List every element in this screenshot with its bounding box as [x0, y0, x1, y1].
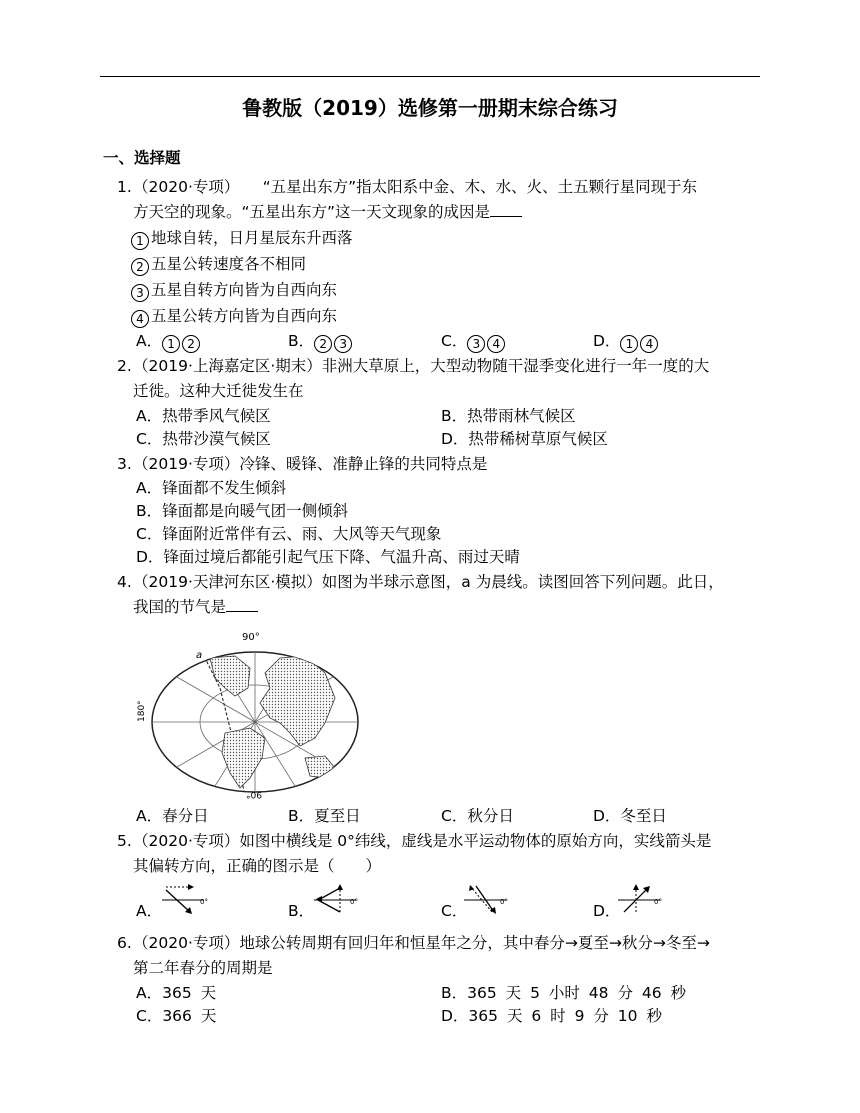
option-d[interactable]: D．锋面过境后都能引起气压下降、气温升高、雨过天晴: [136, 548, 520, 566]
map-label-top: 90°: [242, 632, 260, 643]
question-text: 其偏转方向，正确的图示是（ ）: [133, 857, 382, 875]
question-number: 2.: [117, 357, 132, 375]
option-b[interactable]: B．夏至日: [288, 807, 361, 825]
question-number: 5.: [117, 832, 132, 850]
map-label-left: 180°: [137, 700, 147, 722]
deflection-diagram-a: [160, 882, 212, 916]
option-b[interactable]: B．: [288, 902, 315, 920]
option-a[interactable]: A．热带季风气候区: [136, 407, 271, 425]
page-title: 鲁教版（2019）选修第一册期末综合练习: [242, 96, 618, 120]
option-a[interactable]: A．春分日: [136, 807, 209, 825]
question-number: 3.: [117, 455, 132, 473]
deflection-diagram-c: [462, 882, 514, 916]
option-d[interactable]: D．365 天 6 时 9 分 10 秒: [441, 1007, 662, 1025]
lat-label: 0°: [200, 898, 208, 906]
statement-item: 1 地球自转，日月星辰东升西落: [131, 227, 353, 250]
question-text: （2019·天津河东区·模拟）如图为半球示意图，a 为晨线。读图回答下列问题。此日，: [133, 573, 724, 591]
lat-label: 0°: [500, 898, 508, 906]
lat-label: 0°: [350, 898, 358, 906]
option-c[interactable]: C．锋面附近常伴有云、雨、大风等天气现象: [136, 525, 442, 543]
option-b[interactable]: B．锋面都是向暖气团一侧倾斜: [136, 502, 349, 520]
statement-item: 4 五星公转方向皆为自西向东: [131, 305, 337, 328]
hemisphere-map: [130, 628, 370, 800]
option-c[interactable]: C．秋分日: [441, 807, 514, 825]
top-rule: [100, 76, 760, 77]
option-d[interactable]: D．冬至日: [593, 807, 667, 825]
question-number: 1.: [117, 178, 132, 196]
answer-blank[interactable]: [226, 597, 258, 612]
question-text: （2020·专项） “五星出东方”指太阳系中金、木、水、火、土五颗行星同现于东: [133, 178, 698, 196]
option-c[interactable]: C．热带沙漠气候区: [136, 430, 271, 448]
option-c[interactable]: C．366 天: [136, 1007, 217, 1025]
question-number: 6.: [117, 934, 132, 952]
answer-blank[interactable]: [490, 202, 522, 217]
question-number: 4.: [117, 573, 132, 591]
option-a[interactable]: A．: [136, 902, 163, 920]
option-b[interactable]: B．365 天 5 小时 48 分 46 秒: [441, 984, 687, 1002]
option-b[interactable]: B．热带雨林气候区: [441, 407, 576, 425]
option-b[interactable]: B． 2 3: [288, 330, 354, 353]
question-text: 第二年春分的周期是: [133, 959, 273, 977]
question-text: （2020·专项）如图中横线是 0°纬线，虚线是水平运动物体的原始方向，实线箭头是: [133, 832, 712, 850]
question-text: （2020·专项）地球公转周期有回归年和恒星年之分，其中春分→夏至→秋分→冬至→: [133, 934, 710, 952]
lat-label: 0°: [654, 898, 662, 906]
option-a[interactable]: A． 1 2: [136, 330, 202, 353]
option-a[interactable]: A．365 天: [136, 984, 217, 1002]
statement-item: 2 五星公转速度各不相同: [131, 253, 306, 276]
option-d[interactable]: D．热带稀树草原气候区: [441, 430, 608, 448]
map-label-dawn-line: a: [196, 650, 203, 661]
question-text: （2019·专项）冷锋、暖锋、准静止锋的共同特点是: [133, 455, 488, 473]
option-c[interactable]: C． 3 4: [441, 330, 507, 353]
map-label-bottom: 90°: [246, 789, 262, 799]
question-text: （2019·上海嘉定区·期末）非洲大草原上，大型动物随干湿季变化进行一年一度的大: [133, 357, 710, 375]
deflection-diagram-b: [312, 882, 364, 916]
section-heading: 一、选择题: [103, 149, 181, 167]
question-text: 迁徙。这种大迁徙发生在: [133, 382, 304, 400]
statement-item: 3 五星自转方向皆为自西向东: [131, 279, 337, 302]
question-text: 方天空的现象。“五星出东方”这一天文现象的成因是: [133, 201, 522, 223]
question-text: 我国的节气是: [133, 596, 258, 618]
option-c[interactable]: C．: [441, 902, 468, 920]
option-d[interactable]: D． 1 4: [593, 330, 660, 353]
option-d[interactable]: D．: [593, 902, 621, 920]
deflection-diagram-d: [616, 882, 668, 916]
option-a[interactable]: A．锋面都不发生倾斜: [136, 479, 287, 497]
